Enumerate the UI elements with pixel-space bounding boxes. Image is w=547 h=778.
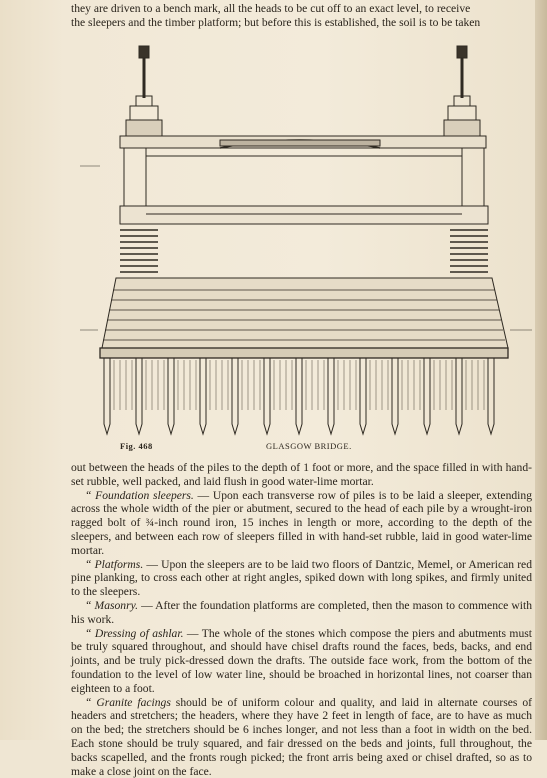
- paragraph: [71, 627, 532, 696]
- glasgow-bridge-illustration: [80, 38, 532, 448]
- top-line: the sleepers and the timber platform; but before this is established, the soil is to be taken: [71, 15, 481, 29]
- paragraph-lead: “ Platforms.: [85, 557, 144, 571]
- paragraph-text: — The whole of the stones which compose the piers and abutments must be truly squared throughout, and should have chisel drafts round the faces, beds, backs, and end joints, and be truly pick-dressed down the drafts. The outside face work, from the bottom of the foundation to the level of low water line, should be broached in horizontal lines, not coarser than eighteen to a foot.: [71, 626, 532, 695]
- paragraph-text: — Upon the sleepers are to be laid two floors of Dantzic, Memel, or American red pine planking, to cross each other at right angles, spiked down with long spikes, and firmly united to the sleepers.: [71, 557, 532, 599]
- paragraph-lead: “ Masonry.: [85, 598, 139, 612]
- paragraph-lead: “ Dressing of ashlar.: [85, 626, 184, 640]
- paragraph-lead: “ Foundation sleepers.: [85, 488, 194, 502]
- paragraph-lead: “ Granite facings: [85, 695, 171, 709]
- left-lamp: [126, 46, 162, 136]
- paragraph: [71, 599, 532, 627]
- paragraph: [71, 489, 532, 558]
- top-paragraph: [71, 2, 532, 30]
- body-text: [71, 461, 532, 778]
- paragraph: [71, 461, 532, 489]
- top-line: they are driven to a bench mark, all the heads to be cut off to an exact level, to receive: [71, 2, 471, 15]
- figure-title: GLASGOW BRIDGE.: [266, 441, 352, 451]
- paragraph-text: — Upon each transverse row of piles is to be laid a sleeper, extending across the whole width of the pier or abutment, secured to the head of each pile by a wrought-iron ragged bolt of ¾-inch round iron, 15 inches in length or more, according to the depth of the sleepers, and between each row of sleepers filled in with hand-set rubble, laid in good water-lime mortar.: [71, 488, 532, 557]
- page-edge: [535, 0, 547, 740]
- right-lamp: [444, 46, 480, 136]
- paragraph-text: — After the foundation platforms are completed, then the mason to commence with his work.: [71, 598, 532, 626]
- paragraph: [71, 558, 532, 599]
- figure-number: Fig. 468: [120, 441, 153, 451]
- paragraph-text: out between the heads of the piles to the depth of 1 foot or more, and the space filled in with hand-set rubble, well packed, and laid flush in good water-lime mortar.: [71, 461, 532, 488]
- paragraph-text: should be of uniform colour and quality, and laid in alternate courses of headers and stretchers; the headers, where they have 2 feet in length of face, are to have as much on the bed; the stretchers should be 6 inches longer, and not less than a foot in width on the bed. Each stone should be truly squared, and fair dressed on the beds and joints, full throughout, the backs scapelled, and the fronts rough picked; the front arris being axed or chisel drafted, so as to make a close joint on the face.: [71, 695, 532, 778]
- paragraph: [71, 696, 532, 778]
